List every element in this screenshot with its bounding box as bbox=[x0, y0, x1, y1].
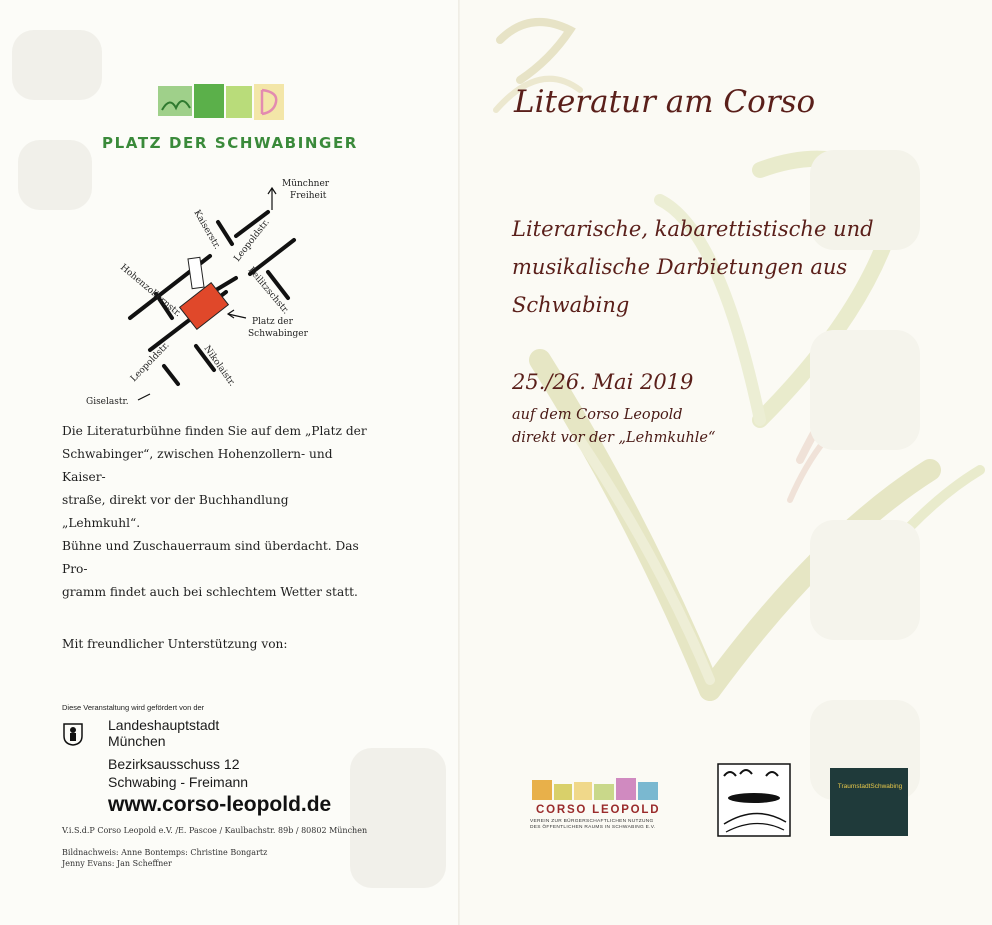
location-map bbox=[76, 168, 376, 418]
ba-line2: Schwabing - Freimann bbox=[108, 774, 249, 790]
page-title: Literatur am Corso bbox=[514, 84, 816, 120]
city-line2: München bbox=[108, 733, 166, 749]
ba-line1: Bezirksausschuss 12 bbox=[108, 756, 240, 772]
platz-logo-title: PLATZ DER SCHWABINGER bbox=[102, 134, 358, 152]
website-url[interactable]: www.corso-leopold.de bbox=[108, 793, 332, 816]
corso-logo-name: CORSO LEOPOLD bbox=[536, 804, 661, 816]
map-label-kaiserstr: Kaiserstr. bbox=[191, 208, 222, 252]
corso-logo-sub1: VEREIN ZUR BÜRGERSCHAFTLICHEN NUTZUNG bbox=[530, 819, 654, 824]
book-logo-label: TraumstadtSchwabing bbox=[837, 783, 903, 790]
location-description bbox=[62, 420, 368, 604]
ghost-shape bbox=[350, 748, 446, 888]
map-label-freiheit: Freiheit bbox=[290, 191, 327, 201]
city-line1: Landeshauptstadt bbox=[108, 717, 220, 733]
subtitle bbox=[512, 210, 932, 324]
location-line: Schwabinger“, zwischen Hohenzollern- und Kaiser- bbox=[62, 447, 333, 484]
location-line: straße, direkt vor der Buchhandlung „Lehmkuhl“. bbox=[62, 493, 289, 530]
map-label-feilitzschstr: Feilitzschstr. bbox=[245, 265, 291, 317]
visdp-text: V.i.S.d.P Corso Leopold e.V. /E. Pascoe / Kaulbachstr. 89b / 80802 München bbox=[62, 826, 368, 835]
event-location-line2: direkt vor der „Lehmkuhle“ bbox=[512, 430, 716, 446]
traumstadt-book-logo bbox=[830, 768, 908, 836]
munich-crest-icon bbox=[62, 722, 84, 746]
platz-logo bbox=[156, 82, 288, 124]
left-panel bbox=[0, 0, 460, 925]
credits-line1: Bildnachweis: Anne Bontemps: Christine Bongartz bbox=[62, 848, 268, 857]
map-label-platz-1: Platz der bbox=[252, 317, 293, 327]
map-label-nikolaistr: Nikolaistr. bbox=[201, 343, 237, 389]
event-location-line1: auf dem Corso Leopold bbox=[512, 407, 683, 423]
location-line: gramm findet auch bei schlechtem Wetter statt. bbox=[62, 585, 358, 599]
subtitle-line: Literarische, kabarettistische und bbox=[512, 217, 874, 241]
map-label-giselastr: Giselastr. bbox=[86, 397, 129, 407]
foerder-text: Diese Veranstaltung wird gefördert von der bbox=[62, 703, 205, 712]
map-label-leopoldstr-bottom: Leopoldstr. bbox=[128, 340, 172, 385]
support-text: Mit freundlicher Unterstützung von: bbox=[62, 637, 288, 651]
map-label-hohenzollernstr: Hohenzollernstr. bbox=[118, 262, 183, 320]
credits-line2: Jenny Evans: Jan Scheffner bbox=[62, 859, 172, 868]
subtitle-line: Schwabing bbox=[512, 293, 630, 317]
corso-logo-sub2: DES ÖFFENTLICHEN RAUMS IN SCHWABING E.V. bbox=[530, 825, 656, 830]
lehmkuhle-sketch-logo bbox=[716, 762, 792, 838]
right-panel bbox=[460, 0, 992, 925]
map-label-muenchner: Münchner bbox=[282, 179, 330, 189]
map-label-leopoldstr-top: Leopoldstr. bbox=[232, 217, 272, 264]
ghost-shape bbox=[12, 30, 102, 100]
event-date: 25./26. Mai 2019 bbox=[512, 370, 694, 394]
map-label-platz-2: Schwabinger bbox=[248, 329, 308, 339]
location-line: Bühne und Zuschauerraum sind überdacht. Das Pro- bbox=[62, 539, 359, 576]
subtitle-line: musikalische Darbietungen aus bbox=[512, 255, 848, 279]
location-line: Die Literaturbühne finden Sie auf dem „Platz der bbox=[62, 424, 367, 438]
